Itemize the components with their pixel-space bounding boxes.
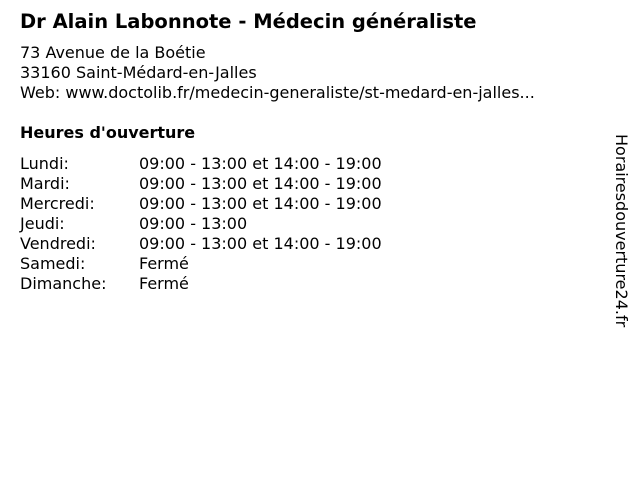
site-watermark: Horairesdouverture24.fr <box>612 134 631 328</box>
hours-heading: Heures d'ouverture <box>20 123 196 142</box>
hours-time: 09:00 - 13:00 <box>139 214 248 233</box>
address-street: 73 Avenue de la Boétie <box>20 43 206 62</box>
hours-day: Mercredi: <box>20 194 95 213</box>
hours-time: 09:00 - 13:00 et 14:00 - 19:00 <box>139 234 382 253</box>
hours-day: Jeudi: <box>20 214 65 233</box>
address-city: 33160 Saint-Médard-en-Jalles <box>20 63 257 82</box>
hours-day: Vendredi: <box>20 234 96 253</box>
hours-day: Dimanche: <box>20 274 107 293</box>
hours-time: 09:00 - 13:00 et 14:00 - 19:00 <box>139 194 382 213</box>
hours-day: Samedi: <box>20 254 86 273</box>
hours-day: Mardi: <box>20 174 70 193</box>
address-block <box>20 43 535 103</box>
page-title: Dr Alain Labonnote - Médecin généraliste <box>20 10 477 33</box>
hours-time: Fermé <box>139 274 189 293</box>
hours-day: Lundi: <box>20 154 69 173</box>
hours-time: Fermé <box>139 254 189 273</box>
address-web: Web: www.doctolib.fr/medecin-generaliste/st-medard-en-jalles... <box>20 83 535 102</box>
hours-time: 09:00 - 13:00 et 14:00 - 19:00 <box>139 174 382 193</box>
hours-time: 09:00 - 13:00 et 14:00 - 19:00 <box>139 154 382 173</box>
